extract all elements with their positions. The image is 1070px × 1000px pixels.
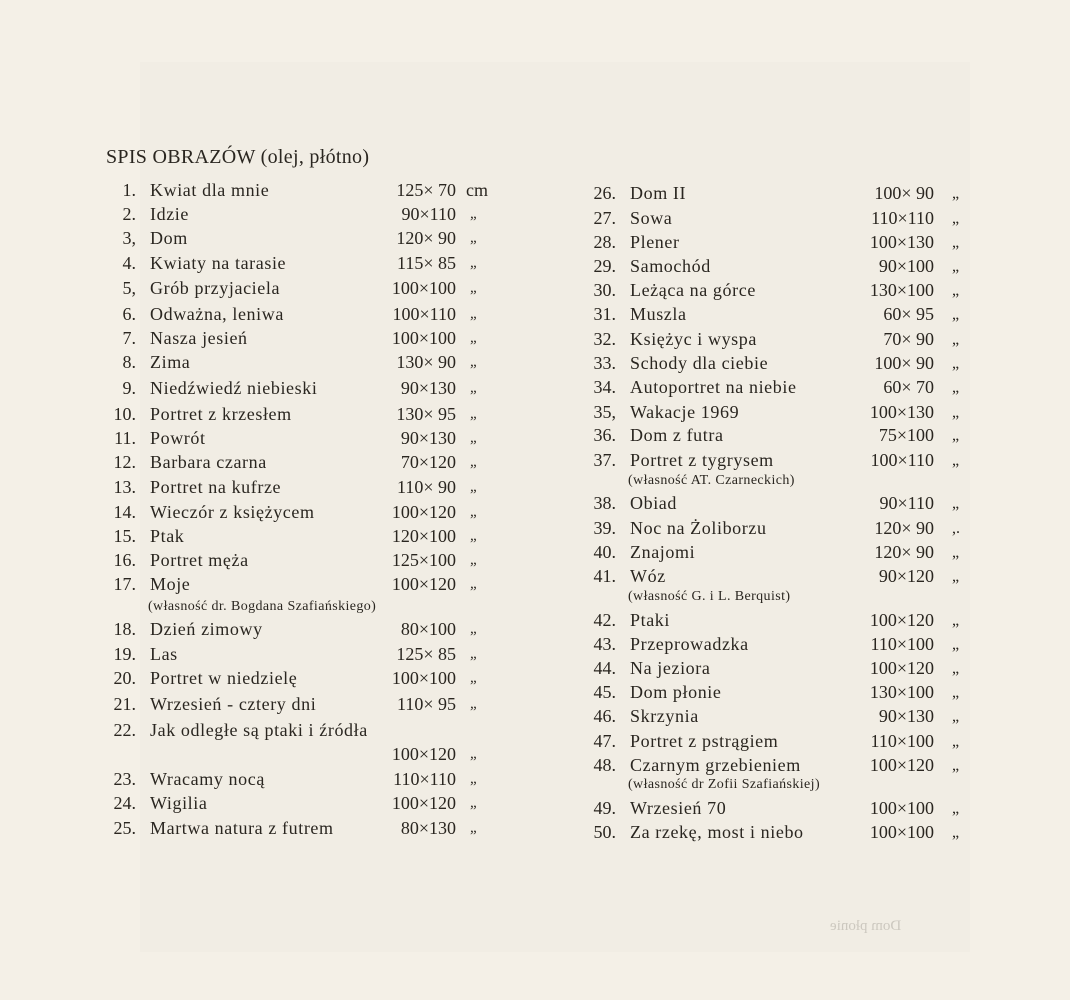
unit-mark: „	[470, 646, 477, 662]
painting-title: Dzień zimowy	[150, 619, 263, 639]
painting-title: Jak odległe są ptaki i źródła	[150, 720, 368, 740]
unit-mark: „	[470, 552, 477, 568]
page-title: SPIS OBRAZÓW (olej, płótno)	[106, 146, 370, 168]
painting-title: Las	[150, 644, 178, 664]
item-number: 39.	[593, 518, 616, 538]
painting-title: Barbara czarna	[150, 452, 267, 472]
item-number: 30.	[593, 280, 616, 300]
unit-mark: ,.	[952, 520, 960, 537]
painting-dimensions: 100× 90	[874, 353, 934, 373]
unit-mark: „	[952, 452, 960, 469]
unit-mark: „	[952, 355, 960, 372]
painting-dimensions: 110×110	[393, 769, 456, 789]
item-number: 10.	[113, 404, 136, 424]
unit-mark: „	[952, 427, 960, 444]
item-number: 44.	[593, 658, 616, 678]
unit-mark: „	[470, 380, 477, 396]
item-number: 14.	[113, 502, 136, 522]
item-number: 46.	[593, 706, 616, 726]
painting-title: Skrzynia	[630, 706, 699, 726]
item-number: 8.	[122, 352, 136, 372]
item-number: 26.	[593, 183, 616, 203]
item-number: 16.	[113, 550, 136, 570]
painting-title: Wieczór z księżycem	[150, 502, 315, 522]
item-number: 7.	[122, 328, 136, 348]
painting-dimensions: 110× 95	[397, 694, 456, 714]
painting-title: Idzie	[150, 204, 189, 224]
painting-title: Wigilia	[150, 793, 208, 813]
item-number: 45.	[593, 682, 616, 702]
unit-mark: „	[470, 528, 477, 544]
unit-mark: „	[470, 576, 477, 592]
painting-title: Portret z krzesłem	[150, 404, 292, 424]
painting-title: Samochód	[630, 256, 711, 276]
painting-dimensions: 75×100	[878, 425, 934, 445]
item-number: 24.	[113, 793, 136, 813]
painting-title: Schody dla ciebie	[630, 353, 769, 373]
painting-title: Wracamy nocą	[150, 769, 265, 789]
painting-title: Kwiat dla mnie	[150, 180, 270, 200]
painting-title: Moje	[150, 574, 191, 594]
painting-title: Dom II	[630, 183, 687, 203]
unit-mark: „	[470, 306, 477, 322]
item-number: 36.	[593, 425, 616, 445]
painting-title: Wrzesień 70	[630, 798, 727, 818]
unit-mark: „	[470, 454, 477, 470]
unit-mark: „	[470, 280, 477, 296]
item-number: 3,	[122, 228, 136, 248]
painting-dimensions: 60× 95	[883, 304, 934, 324]
unit-mark: „	[470, 206, 477, 222]
ownership-note: (własność G. i L. Berquist)	[628, 589, 791, 604]
unit-mark: „	[470, 504, 477, 520]
painting-dimensions: 100×130	[869, 402, 934, 422]
unit-mark: „	[470, 670, 477, 686]
unit-mark: „	[952, 234, 960, 251]
painting-title: Portret z tygrysem	[630, 450, 774, 470]
item-number: 34.	[593, 377, 616, 397]
item-number: 23.	[113, 769, 136, 789]
unit-mark: „	[470, 820, 477, 836]
painting-dimensions: 120× 90	[874, 518, 934, 538]
item-number: 49.	[593, 798, 616, 818]
painting-dimensions: 100×100	[391, 278, 456, 298]
unit-mark: „	[470, 795, 477, 811]
item-number: 35,	[593, 402, 616, 422]
painting-title: Plener	[630, 232, 680, 252]
painting-title: Dom płonie	[630, 682, 722, 702]
painting-title: Muszla	[630, 304, 687, 324]
painting-dimensions: 125× 85	[396, 644, 456, 664]
item-number: 41.	[593, 566, 616, 586]
item-number: 1.	[122, 180, 136, 200]
painting-dimensions: 125×100	[391, 550, 456, 570]
painting-dimensions: 90×100	[878, 256, 934, 276]
painting-dimensions: 100×120	[391, 502, 456, 522]
item-number: 48.	[593, 755, 616, 775]
unit-mark: „	[470, 621, 477, 637]
painting-dimensions: 70×120	[400, 452, 456, 472]
item-number: 9.	[122, 378, 136, 398]
unit-mark: „	[952, 185, 960, 202]
unit-mark: „	[470, 430, 477, 446]
painting-dimensions: 100×100	[869, 798, 934, 818]
item-number: 40.	[593, 542, 616, 562]
painting-dimensions: 100×110	[392, 304, 456, 324]
painting-dimensions: 110×100	[870, 634, 934, 654]
item-number: 11.	[114, 428, 136, 448]
painting-dimensions: 60× 70	[883, 377, 934, 397]
unit-mark: „	[952, 660, 960, 677]
unit-mark: „	[470, 230, 477, 246]
painting-dimensions: 100×120	[391, 793, 456, 813]
unit-mark: „	[952, 757, 960, 774]
unit-mark: „	[470, 479, 477, 495]
item-number: 5,	[122, 278, 136, 298]
unit-mark: „	[470, 406, 477, 422]
painting-title: Przeprowadzka	[630, 634, 749, 654]
painting-title: Za rzekę, most i niebo	[630, 822, 804, 842]
painting-title: Wakacje 1969	[630, 402, 740, 422]
item-number: 18.	[113, 619, 136, 639]
painting-dimensions: 110×100	[870, 731, 934, 751]
painting-dimensions: 90×120	[878, 566, 934, 586]
unit-mark: „	[470, 255, 477, 271]
item-number: 31.	[593, 304, 616, 324]
unit-mark: „	[952, 800, 960, 817]
item-number: 19.	[113, 644, 136, 664]
painting-dimensions: 125× 70	[396, 180, 456, 200]
painting-dimensions: 90×130	[878, 706, 934, 726]
painting-dimensions: 115× 85	[397, 253, 456, 273]
unit-mark: „	[952, 612, 960, 629]
painting-dimensions: 90×130	[400, 378, 456, 398]
unit-mark: „	[470, 696, 477, 712]
painting-title: Dom z futra	[630, 425, 724, 445]
painting-title: Obiad	[630, 493, 677, 513]
painting-dimensions: 110× 90	[397, 477, 456, 497]
ownership-note: (własność dr Zofii Szafiańskiej)	[628, 777, 821, 792]
painting-title: Znajomi	[630, 542, 696, 562]
painting-dimensions: 120× 90	[874, 542, 934, 562]
item-number: 43.	[593, 634, 616, 654]
item-number: 29.	[593, 256, 616, 276]
painting-title: Sowa	[630, 208, 673, 228]
item-number: 6.	[122, 304, 136, 324]
painting-title: Portret z pstrągiem	[630, 731, 779, 751]
painting-title: Autoportret na niebie	[630, 377, 797, 397]
painting-title: Dom	[150, 228, 188, 248]
unit-mark: „	[952, 379, 960, 396]
item-number: 38.	[593, 493, 616, 513]
painting-title: Zima	[150, 352, 191, 372]
unit-mark: „	[952, 733, 960, 750]
item-number: 17.	[113, 574, 136, 594]
ownership-note: (własność dr. Bogdana Szafiańskiego)	[148, 599, 377, 614]
item-number: 15.	[113, 526, 136, 546]
show-through-text: Dom płonie	[830, 918, 902, 934]
unit-mark: „	[470, 746, 477, 762]
unit-mark: „	[952, 568, 960, 585]
item-number: 32.	[593, 329, 616, 349]
painting-title: Ptaki	[630, 610, 671, 630]
painting-dimensions: 100×100	[869, 822, 934, 842]
painting-title: Martwa natura z futrem	[150, 818, 334, 838]
item-number: 50.	[593, 822, 616, 842]
item-number: 27.	[593, 208, 616, 228]
painting-title: Na jeziora	[630, 658, 711, 678]
painting-dimensions: 100×110	[870, 450, 934, 470]
painting-dimensions: 90×130	[400, 428, 456, 448]
item-number: 42.	[593, 610, 616, 630]
unit-mark: „	[470, 330, 477, 346]
unit-mark: „	[952, 258, 960, 275]
painting-title: Portret męża	[150, 550, 249, 570]
unit-mark: „	[952, 684, 960, 701]
painting-title: Ptak	[150, 526, 185, 546]
painting-dimensions: 100×120	[869, 755, 934, 775]
painting-dimensions: 100×100	[391, 668, 456, 688]
item-number: 25.	[113, 818, 136, 838]
unit-mark: „	[470, 771, 477, 787]
unit-mark: „	[470, 354, 477, 370]
painting-dimensions: 100× 90	[874, 183, 934, 203]
painting-dimensions: 130× 95	[396, 404, 456, 424]
painting-dimensions: 130× 90	[396, 352, 456, 372]
painting-title: Leżąca na górce	[630, 280, 756, 300]
item-number: 13.	[113, 477, 136, 497]
item-number: 33.	[593, 353, 616, 373]
painting-dimensions: 100×100	[391, 328, 456, 348]
item-number: 12.	[113, 452, 136, 472]
painting-dimensions: 100×130	[869, 232, 934, 252]
item-number: 47.	[593, 731, 616, 751]
painting-title: Wóz	[630, 566, 666, 586]
painting-title: Noc na Żoliborzu	[630, 518, 767, 538]
painting-title: Powrót	[150, 428, 206, 448]
item-number: 4.	[122, 253, 136, 273]
item-number: 2.	[122, 204, 136, 224]
painting-title: Portret na kufrze	[150, 477, 282, 497]
painting-title: Czarnym grzebieniem	[630, 755, 801, 775]
painting-dimensions: 70× 90	[883, 329, 934, 349]
item-number: 22.	[113, 720, 136, 740]
painting-dimensions: 110×110	[871, 208, 934, 228]
painting-title: Portret w niedzielę	[150, 668, 298, 688]
painting-title: Księżyc i wyspa	[630, 329, 757, 349]
unit-mark: „	[952, 636, 960, 653]
painting-title: Odważna, leniwa	[150, 304, 284, 324]
item-number: 28.	[593, 232, 616, 252]
painting-title: Kwiaty na tarasie	[150, 253, 287, 273]
painting-title: Grób przyjaciela	[150, 278, 281, 298]
painting-dimensions: 90×110	[401, 204, 456, 224]
painting-dimensions: 100×120	[391, 744, 456, 764]
item-number: 37.	[593, 450, 616, 470]
painting-title: Wrzesień - cztery dni	[150, 694, 317, 714]
unit-mark: „	[952, 404, 960, 421]
painting-title: Nasza jesień	[150, 328, 248, 348]
painting-dimensions: 120× 90	[396, 228, 456, 248]
unit-mark: „	[952, 210, 960, 227]
painting-dimensions: 80×100	[400, 619, 456, 639]
painting-dimensions: 90×110	[879, 493, 934, 513]
painting-dimensions: 120×100	[391, 526, 456, 546]
painting-dimensions: 100×120	[869, 610, 934, 630]
painting-dimensions: 100×120	[869, 658, 934, 678]
painting-dimensions: 130×100	[869, 682, 934, 702]
unit-mark: „	[952, 331, 960, 348]
unit-mark: „	[952, 282, 960, 299]
painting-dimensions: 100×120	[391, 574, 456, 594]
item-number: 20.	[113, 668, 136, 688]
unit-mark: „	[952, 708, 960, 725]
painting-dimensions: 80×130	[400, 818, 456, 838]
item-number: 21.	[113, 694, 136, 714]
unit-mark: cm	[466, 180, 488, 200]
painting-title: Niedźwiedź niebieski	[150, 378, 318, 398]
unit-mark: „	[952, 824, 960, 841]
ownership-note: (własność AT. Czarneckich)	[628, 473, 795, 488]
unit-mark: „	[952, 495, 960, 512]
unit-mark: „	[952, 306, 960, 323]
unit-mark: „	[952, 544, 960, 561]
painting-dimensions: 130×100	[869, 280, 934, 300]
